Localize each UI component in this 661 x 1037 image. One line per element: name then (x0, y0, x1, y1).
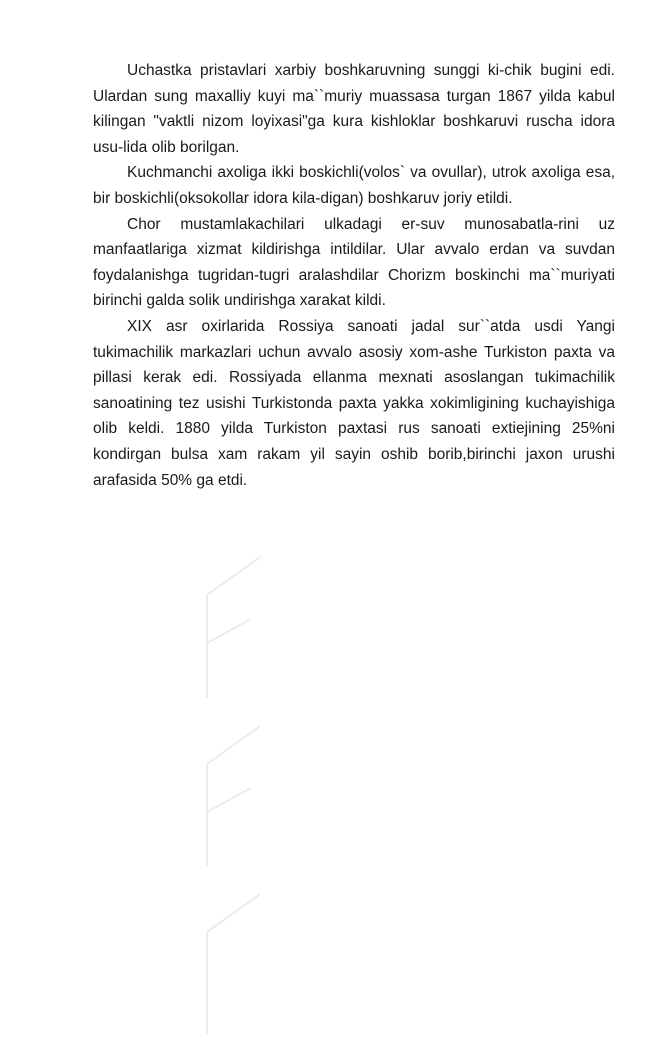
paragraph-1: Uchastka pristavlari xarbiy boshkaruvning sunggi ki-chik bugini edi. Ulardan sung maxalliy kuyi ma``muriy muassasa turgan 1867 yilda kabul kilingan "vaktli nizom loyixasi"ga kura kishloklar boshkaruvi ruscha idora usu-lida olib borilgan. (93, 62, 615, 156)
watermark-mark-icon (205, 724, 265, 869)
document-body (93, 58, 615, 493)
watermark-mark-icon (205, 555, 265, 700)
paragraph-4: XIX asr oxirlarida Rossiya sanoati jadal sur``atda usdi Yangi tukimachilik markazlari uchun avvalo asosiy xom-ashe Turkiston paxta va pillasi kerak edi. Rossiyada ellanma mexnati asoslangan tukimachilik sanoatining tez usishi Turkistonda paxta yakka xokimligining kuchayishiga olib keldi. 1880 yilda Turkiston paxtasi rus sanoati extiejining 25%ni kondirgan bulsa xam rakam yil sayin oshib borib,birinchi jaxon urushi arafasida 50% ga etdi. (93, 317, 615, 489)
paragraph-2: Kuchmanchi axoliga ikki boskichli(volos` va ovullar), utrok axoliga esa, bir boskichli(oksokollar idora kila-digan) boshkaruv joriy etildi. (93, 164, 615, 207)
paragraph-3: Chor mustamlakachilari ulkadagi er-suv munosabatla-rini uz manfaatlariga xizmat kildirishga intildilar. Ular avvalo erdan va suvdan foydalanishga tugridan-tugri aralashdilar Chorizm boskinchi ma``muriyati birinchi galda solik undirishga xarakat kildi. (93, 215, 615, 310)
watermark-mark-icon (205, 892, 265, 1037)
